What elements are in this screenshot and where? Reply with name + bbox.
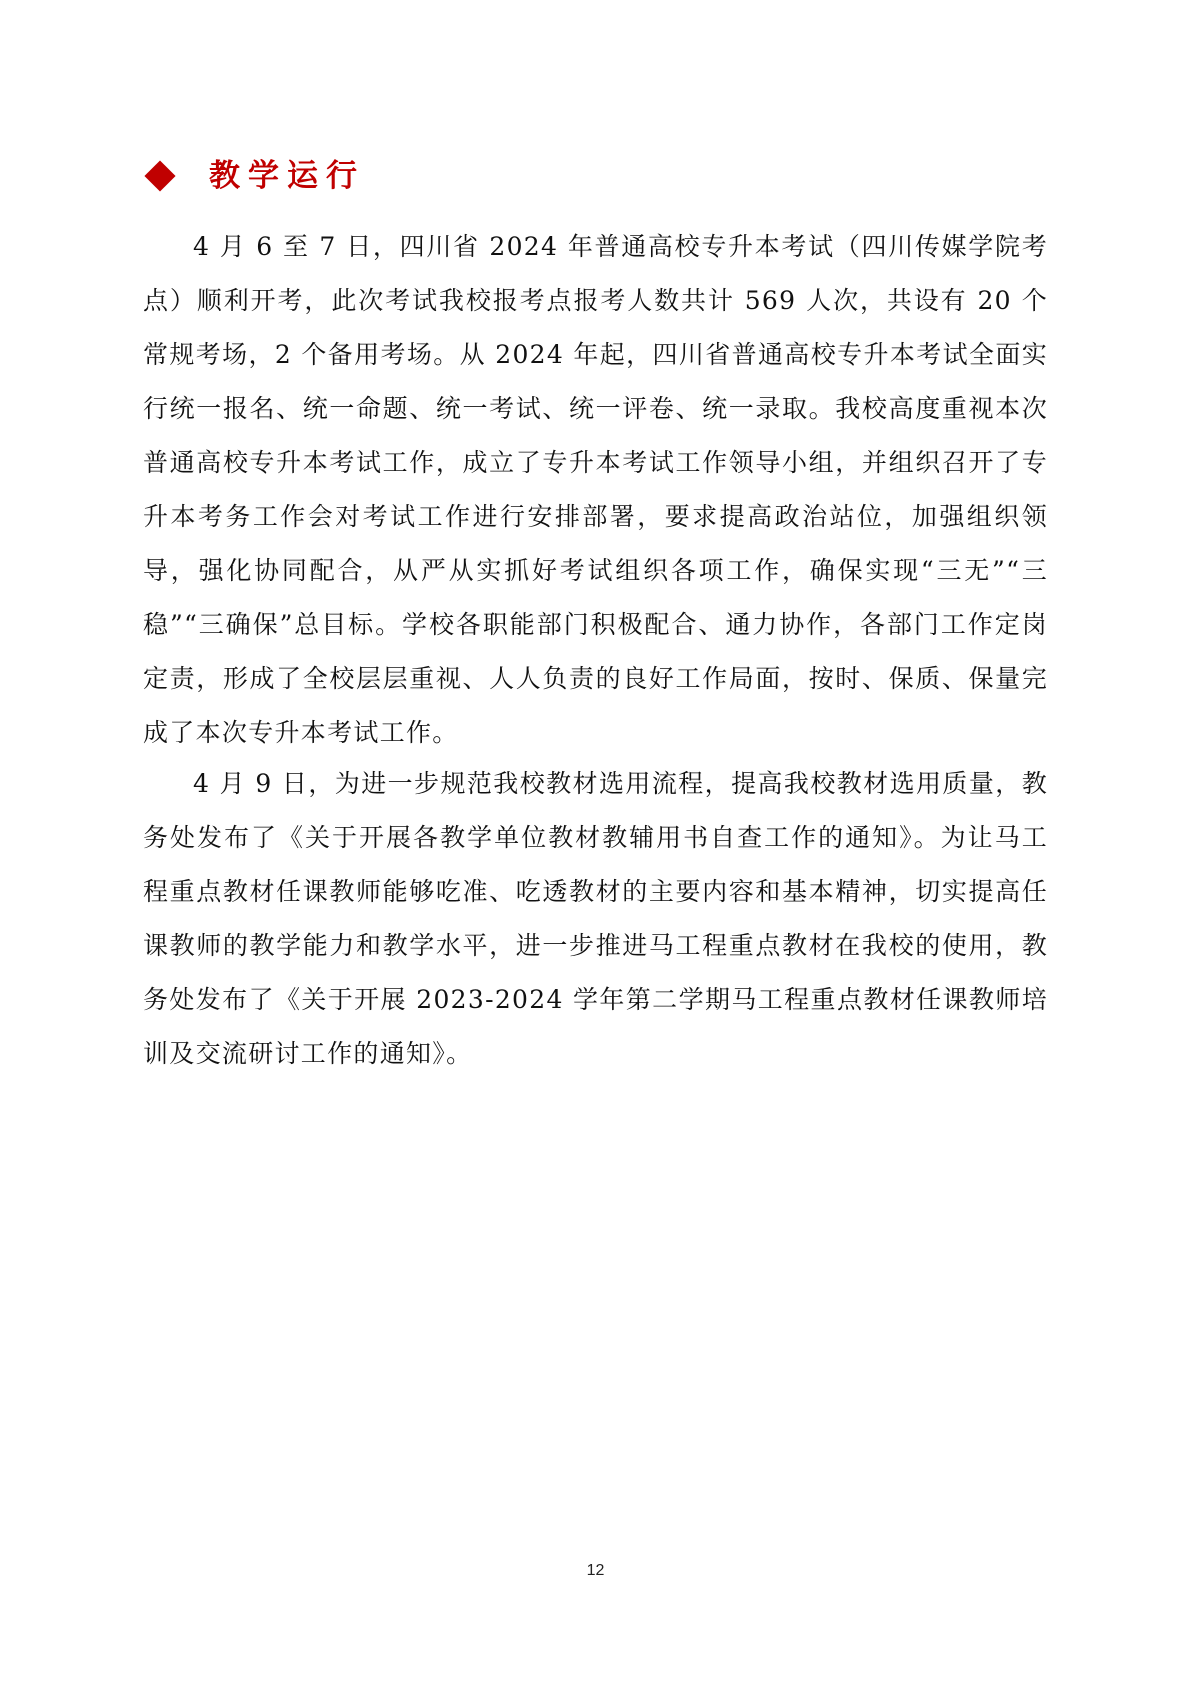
body-paragraph-exam: 4 月 6 至 7 日，四川省 2024 年普通高校专升本考试（四川传媒学院考点）顺利开考，此次考试我校报考点报考人数共计 569 人次，共设有 20 个常规考场，2 个备用考场。从 2024 年起，四川省普通高校专升本考试全面实行统一报名、统一命题、统一考试、统一评卷、统一录取。我校高度重视本次普通高校专升本考试工作，成立了专升本考试工作领导小组，并组织召开了专升本考务工作会对考试工作进行安排部署，要求提高政治站位，加强组织领导，强化协同配合，从严从实抓好考试组织各项工作，确保实现“三无”“三稳”“三确保”总目标。学校各职能部门积极配合、通力协作，各部门工作定岗定责，形成了全校层层重视、人人负责的良好工作局面，按时、保质、保量完成了本次专升本考试工作。 (143, 232, 1048, 747)
section-heading (143, 152, 365, 200)
body-paragraph-textbooks: 4 月 9 日，为进一步规范我校教材选用流程，提高我校教材选用质量，教务处发布了《关于开展各教学单位教材教辅用书自查工作的通知》。为让马工程重点教材任课教师能够吃准、吃透教材的主要内容和基本精神，切实提高任课教师的教学能力和教学水平，进一步推进马工程重点教材在我校的使用，教务处发布了《关于开展 2023-2024 学年第二学期马工程重点教材任课教师培训及交流研讨工作的通知》。 (143, 769, 1048, 1068)
diamond-bullet-icon (144, 160, 175, 191)
page-number: 12 (586, 1562, 605, 1579)
section-title: 教学运行 (209, 158, 365, 194)
